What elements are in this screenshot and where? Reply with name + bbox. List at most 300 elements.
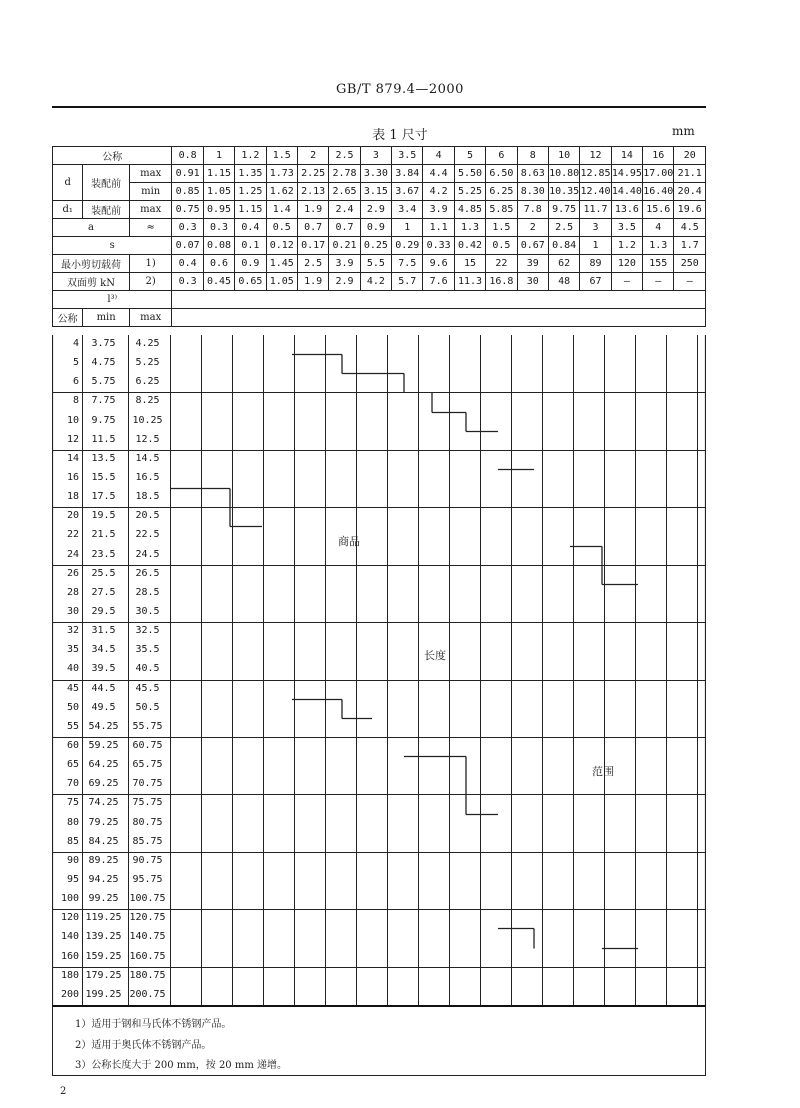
length-nominal: 65	[66, 759, 79, 771]
length-max: 40.5	[135, 663, 160, 675]
length-max: 24.5	[135, 548, 160, 560]
d-label: d	[53, 165, 83, 201]
l-label-spacer	[172, 291, 706, 309]
length-row	[52, 412, 170, 431]
length-min: 59.25	[88, 740, 119, 751]
d1-cell: 19.6	[674, 201, 706, 219]
length-min: 179.25	[85, 969, 122, 981]
length-min: 39.5	[91, 663, 116, 675]
a-cell: 0.7	[297, 219, 328, 237]
shear1-cell: 155	[643, 255, 674, 273]
length-max: 65.75	[132, 759, 163, 771]
length-max: 120.75	[129, 912, 166, 924]
dia-cell: 10	[548, 147, 579, 165]
d-max-cell: 5.50	[454, 165, 485, 183]
length-row	[52, 909, 170, 928]
a-cell: 0.3	[203, 219, 234, 237]
a-cell: 2	[517, 219, 548, 237]
a-cell: 3.5	[611, 219, 642, 237]
d-min-cell: 1.05	[203, 183, 234, 201]
d-max-cell: 12.85	[580, 165, 611, 183]
d-max-cell: 2.78	[329, 165, 360, 183]
length-row	[52, 546, 170, 565]
shear2-cell: 2.9	[329, 273, 360, 291]
a-cell: 1	[392, 219, 423, 237]
d1-row	[53, 201, 706, 219]
length-nominal: 5	[72, 357, 79, 369]
a-cell: 0.7	[329, 219, 360, 237]
max-label: max	[129, 201, 172, 219]
length-nominal: 10	[66, 414, 79, 426]
footnote-3: 3）公称长度大于 200 mm，按 20 mm 递增。	[75, 1060, 287, 1071]
dia-cell: 5	[454, 147, 485, 165]
d1-cell: 13.6	[611, 201, 642, 219]
table-title: 表 1 尺寸	[372, 128, 428, 143]
length-row	[52, 718, 170, 737]
l-min-label: min	[83, 309, 130, 327]
d-max-cell: 4.4	[423, 165, 454, 183]
length-nominal: 20	[66, 510, 79, 522]
a-cell: 0.5	[266, 219, 297, 237]
s-cell: 1.7	[674, 237, 706, 255]
length-nominal: 26	[66, 567, 79, 579]
dia-cell: 16	[643, 147, 674, 165]
length-min: 31.5	[91, 625, 116, 637]
length-min: 74.25	[88, 797, 119, 809]
length-min: 199.25	[85, 988, 122, 1000]
length-nominal: 40	[66, 663, 79, 675]
d1-cell: 3.9	[423, 201, 454, 219]
length-row	[52, 756, 170, 775]
s-cell: 0.29	[392, 237, 423, 255]
length-nominal: 30	[66, 606, 79, 617]
length-max: 45.5	[135, 682, 160, 694]
shear1-cell: 62	[548, 255, 579, 273]
s-label: s	[53, 237, 172, 255]
max-label: max	[129, 165, 172, 183]
s-cell: 0.42	[454, 237, 485, 255]
d-max-cell: 1.35	[235, 165, 266, 183]
length-row	[52, 641, 170, 660]
a-cell: 4.5	[674, 219, 706, 237]
length-max: 8.25	[135, 395, 160, 407]
dia-cell: 2.5	[329, 147, 360, 165]
length-max: 32.5	[135, 625, 160, 637]
length-min: 29.5	[91, 606, 116, 617]
shear1-cell: 3.9	[329, 255, 360, 273]
dia-cell: 8	[517, 147, 548, 165]
length-min: 79.25	[88, 816, 119, 828]
region-product-label: 商品	[338, 535, 360, 548]
length-nominal: 6	[72, 376, 79, 388]
dia-cell: 6	[486, 147, 517, 165]
length-row	[52, 890, 170, 909]
dia-cell: 0.8	[172, 147, 203, 165]
length-row	[52, 392, 170, 411]
d-min-cell: 12.40	[580, 183, 611, 201]
d-min-cell: 2.13	[297, 183, 328, 201]
shear2-cell: 0.65	[235, 273, 266, 291]
length-nominal: 12	[66, 433, 79, 445]
length-min: 49.5	[91, 701, 116, 713]
length-min: 21.5	[91, 529, 116, 541]
length-min: 44.5	[91, 682, 116, 694]
length-nominal: 60	[66, 740, 79, 751]
dimension-table	[52, 146, 706, 327]
shear1-cell: 1.45	[266, 255, 297, 273]
s-cell: 0.25	[360, 237, 391, 255]
d-max-cell: 10.80	[548, 165, 579, 183]
length-min: 19.5	[91, 510, 116, 522]
dia-cell: 1	[203, 147, 234, 165]
l-header-spacer	[172, 309, 706, 327]
d-min-cell: 14.40	[611, 183, 642, 201]
length-min: 64.25	[88, 759, 119, 771]
region-range-label: 范围	[592, 765, 614, 778]
length-max: 95.75	[132, 874, 163, 885]
length-row	[52, 794, 170, 813]
length-min: 7.75	[91, 395, 116, 407]
d1-cell: 7.8	[517, 201, 548, 219]
d-max-row	[53, 165, 706, 183]
d-min-row	[53, 183, 706, 201]
d1-cell: 11.7	[580, 201, 611, 219]
length-row	[52, 699, 170, 718]
approx-label: ≈	[129, 219, 172, 237]
length-row	[52, 450, 170, 469]
s-cell: 0.17	[297, 237, 328, 255]
d-max-cell: 0.91	[172, 165, 203, 183]
a-cell: 0.4	[235, 219, 266, 237]
shear1-cell: 9.6	[423, 255, 454, 273]
shear2-cell: —	[643, 273, 674, 291]
shear2-cell: 1.9	[297, 273, 328, 291]
d1-cell: 3.4	[392, 201, 423, 219]
d-max-cell: 1.73	[266, 165, 297, 183]
shear2-cell: 0.45	[203, 273, 234, 291]
length-min: 94.25	[88, 874, 119, 885]
length-max: 22.5	[135, 529, 160, 541]
length-max: 14.5	[135, 452, 160, 464]
nominal-row	[53, 147, 706, 165]
length-nominal: 180	[60, 969, 79, 981]
dia-cell: 14	[611, 147, 642, 165]
length-nominal: 70	[66, 778, 79, 790]
shear2-cell: 4.2	[360, 273, 391, 291]
shear1-cell: 0.6	[203, 255, 234, 273]
l-header-row	[53, 309, 706, 327]
length-max: 26.5	[135, 567, 160, 579]
d-min-cell: 8.30	[517, 183, 548, 201]
length-nominal: 8	[72, 395, 79, 407]
length-row	[52, 737, 170, 756]
length-nominal: 85	[66, 835, 79, 847]
s-cell: 0.5	[486, 237, 517, 255]
standard-code: GB/T 879.4—2000	[336, 82, 464, 97]
length-max: 55.75	[132, 720, 163, 732]
s-cell: 0.33	[423, 237, 454, 255]
l-max-label: max	[129, 309, 172, 327]
length-min: 25.5	[91, 567, 116, 579]
length-row	[52, 469, 170, 488]
shear2-cell: —	[611, 273, 642, 291]
length-max: 20.5	[135, 510, 160, 522]
s-cell: 0.07	[172, 237, 203, 255]
length-row	[52, 833, 170, 852]
length-max: 6.25	[135, 376, 160, 388]
a-label: a	[53, 219, 130, 237]
after-assembly-label: 装配前	[83, 201, 130, 219]
length-max: 16.5	[135, 472, 160, 483]
d-max-cell: 14.95	[611, 165, 642, 183]
length-row	[52, 507, 170, 526]
length-nominal: 75	[66, 797, 79, 809]
length-min: 99.25	[88, 893, 119, 905]
length-nominal: 50	[66, 701, 79, 713]
d-min-cell: 20.4	[674, 183, 706, 201]
length-nominal: 4	[72, 338, 79, 349]
length-max: 80.75	[132, 816, 163, 828]
d-max-cell: 8.63	[517, 165, 548, 183]
a-cell: 0.9	[360, 219, 391, 237]
footnotes	[52, 1005, 706, 1076]
l-label-row	[53, 291, 706, 309]
d-min-cell: 0.85	[172, 183, 203, 201]
d1-cell: 0.75	[172, 201, 203, 219]
length-max: 28.5	[135, 586, 160, 598]
s-row	[53, 237, 706, 255]
dia-cell: 1.2	[235, 147, 266, 165]
length-nominal: 100	[60, 893, 79, 905]
length-nominal: 120	[60, 912, 79, 924]
l-nominal-label: 公称	[53, 309, 83, 327]
length-max: 90.75	[132, 854, 163, 866]
length-min: 3.75	[91, 338, 116, 349]
length-max: 180.75	[129, 969, 166, 981]
length-min: 69.25	[88, 778, 119, 790]
length-min: 159.25	[85, 950, 122, 962]
d-max-cell: 1.15	[203, 165, 234, 183]
d-min-cell: 3.15	[360, 183, 391, 201]
length-nominal: 24	[66, 548, 79, 560]
d-min-cell: 16.40	[643, 183, 674, 201]
shear2-cell: 11.3	[454, 273, 485, 291]
shear1-cell: 22	[486, 255, 517, 273]
length-max: 12.5	[135, 433, 160, 445]
shear2-row	[53, 273, 706, 291]
length-nominal: 140	[60, 931, 79, 943]
length-nominal: 80	[66, 816, 79, 828]
shear2-cell: 0.3	[172, 273, 203, 291]
length-row	[52, 488, 170, 507]
shear-label-1: 最小剪切载荷	[53, 255, 130, 273]
d-min-cell: 1.25	[235, 183, 266, 201]
shear2-cell: 16.8	[486, 273, 517, 291]
shear1-cell: 39	[517, 255, 548, 273]
nominal-label: 公称	[53, 147, 172, 165]
a-row	[53, 219, 706, 237]
note-ref-1: 1)	[129, 255, 172, 273]
dia-cell: 12	[580, 147, 611, 165]
shear1-cell: 250	[674, 255, 706, 273]
length-row	[52, 948, 170, 967]
d1-cell: 1.15	[235, 201, 266, 219]
length-max: 35.5	[135, 644, 160, 656]
length-row	[52, 775, 170, 794]
length-nominal: 160	[60, 950, 79, 962]
shear1-cell: 0.9	[235, 255, 266, 273]
length-nominal: 90	[66, 854, 79, 866]
shear-label-2: 双面剪 kN	[53, 273, 130, 291]
s-cell: 1.3	[643, 237, 674, 255]
a-cell: 1.3	[454, 219, 485, 237]
length-max: 160.75	[129, 950, 166, 962]
length-max: 10.25	[132, 414, 163, 426]
length-min: 17.5	[91, 491, 116, 503]
footnote-2: 2）适用于奥氏体不锈钢产品。	[75, 1040, 212, 1051]
dia-cell: 4	[423, 147, 454, 165]
s-cell: 0.08	[203, 237, 234, 255]
d-max-cell: 2.25	[297, 165, 328, 183]
d-max-cell: 17.00	[643, 165, 674, 183]
d1-label: d₁	[53, 201, 83, 219]
length-min: 139.25	[85, 931, 122, 943]
length-max: 75.75	[132, 797, 163, 809]
d1-cell: 5.85	[486, 201, 517, 219]
min-label: min	[129, 183, 172, 201]
length-nominal: 22	[66, 529, 79, 541]
length-nominal: 55	[66, 720, 79, 732]
a-cell: 1.1	[423, 219, 454, 237]
d-max-cell: 6.50	[486, 165, 517, 183]
length-max: 70.75	[132, 778, 163, 790]
d1-cell: 4.85	[454, 201, 485, 219]
length-max: 5.25	[135, 357, 160, 369]
length-min: 23.5	[91, 548, 116, 560]
dia-cell: 3.5	[392, 147, 423, 165]
d-min-cell: 4.2	[423, 183, 454, 201]
length-row	[52, 335, 170, 354]
shear2-cell: 7.6	[423, 273, 454, 291]
length-min: 11.5	[91, 433, 116, 445]
length-row	[52, 986, 170, 1005]
length-min: 54.25	[88, 720, 119, 732]
length-min: 15.5	[91, 472, 116, 483]
length-min: 84.25	[88, 835, 119, 847]
d1-cell: 0.95	[203, 201, 234, 219]
length-max: 60.75	[132, 740, 163, 751]
dia-cell: 1.5	[266, 147, 297, 165]
d-min-cell: 6.25	[486, 183, 517, 201]
length-row	[52, 660, 170, 679]
a-cell: 1.5	[486, 219, 517, 237]
shear2-cell: 67	[580, 273, 611, 291]
length-grid	[52, 335, 706, 1005]
length-max: 18.5	[135, 491, 160, 503]
length-min: 5.75	[91, 376, 116, 388]
length-row	[52, 814, 170, 833]
length-min: 9.75	[91, 414, 116, 426]
shear2-cell: 5.7	[392, 273, 423, 291]
length-min: 4.75	[91, 357, 116, 369]
before-assembly-label: 装配前	[83, 165, 130, 201]
d1-cell: 2.4	[329, 201, 360, 219]
shear1-cell: 7.5	[392, 255, 423, 273]
d-min-cell: 10.35	[548, 183, 579, 201]
length-max: 30.5	[135, 606, 160, 617]
shear1-row	[53, 255, 706, 273]
shear1-cell: 15	[454, 255, 485, 273]
d1-cell: 2.9	[360, 201, 391, 219]
length-nominal: 95	[66, 874, 79, 885]
shear1-cell: 0.4	[172, 255, 203, 273]
shear2-cell: 48	[548, 273, 579, 291]
shear1-cell: 2.5	[297, 255, 328, 273]
d1-cell: 15.6	[643, 201, 674, 219]
length-row	[52, 354, 170, 373]
page-number: 2	[60, 1086, 67, 1097]
d1-cell: 1.4	[266, 201, 297, 219]
length-row	[52, 603, 170, 622]
d1-cell: 1.9	[297, 201, 328, 219]
s-cell: 0.67	[517, 237, 548, 255]
region-length-label: 长度	[424, 649, 446, 662]
length-nominal: 35	[66, 644, 79, 656]
length-min: 13.5	[91, 452, 116, 464]
length-nominal: 45	[66, 682, 79, 694]
a-cell: 3	[580, 219, 611, 237]
length-max: 4.25	[135, 338, 160, 349]
footnote-1: 1）适用于钢和马氏体不锈钢产品。	[75, 1019, 232, 1030]
length-nominal: 200	[60, 988, 79, 1000]
s-cell: 1.2	[611, 237, 642, 255]
d-min-cell: 2.65	[329, 183, 360, 201]
length-nominal: 18	[66, 491, 79, 503]
length-nominal: 32	[66, 625, 79, 637]
length-nominal: 14	[66, 452, 79, 464]
length-row	[52, 526, 170, 545]
length-row	[52, 565, 170, 584]
s-cell: 0.21	[329, 237, 360, 255]
dia-cell: 3	[360, 147, 391, 165]
length-row	[52, 431, 170, 450]
length-row	[52, 967, 170, 986]
shear2-cell: 1.05	[266, 273, 297, 291]
shear2-cell: 30	[517, 273, 548, 291]
length-max: 85.75	[132, 835, 163, 847]
length-row	[52, 852, 170, 871]
d-min-cell: 5.25	[454, 183, 485, 201]
length-row	[52, 871, 170, 890]
length-min: 34.5	[91, 644, 116, 656]
s-cell: 0.12	[266, 237, 297, 255]
length-row	[52, 584, 170, 603]
d-min-cell: 3.67	[392, 183, 423, 201]
d-max-cell: 3.84	[392, 165, 423, 183]
dia-cell: 20	[674, 147, 706, 165]
length-row	[52, 622, 170, 641]
length-max: 100.75	[129, 893, 166, 905]
note-ref-2: 2)	[129, 273, 172, 291]
length-row	[52, 680, 170, 699]
unit-label: mm	[672, 124, 695, 138]
length-row	[52, 928, 170, 947]
length-row	[52, 373, 170, 392]
header-rule	[52, 106, 706, 108]
a-cell: 4	[643, 219, 674, 237]
length-nominal: 16	[66, 472, 79, 483]
shear1-cell: 89	[580, 255, 611, 273]
